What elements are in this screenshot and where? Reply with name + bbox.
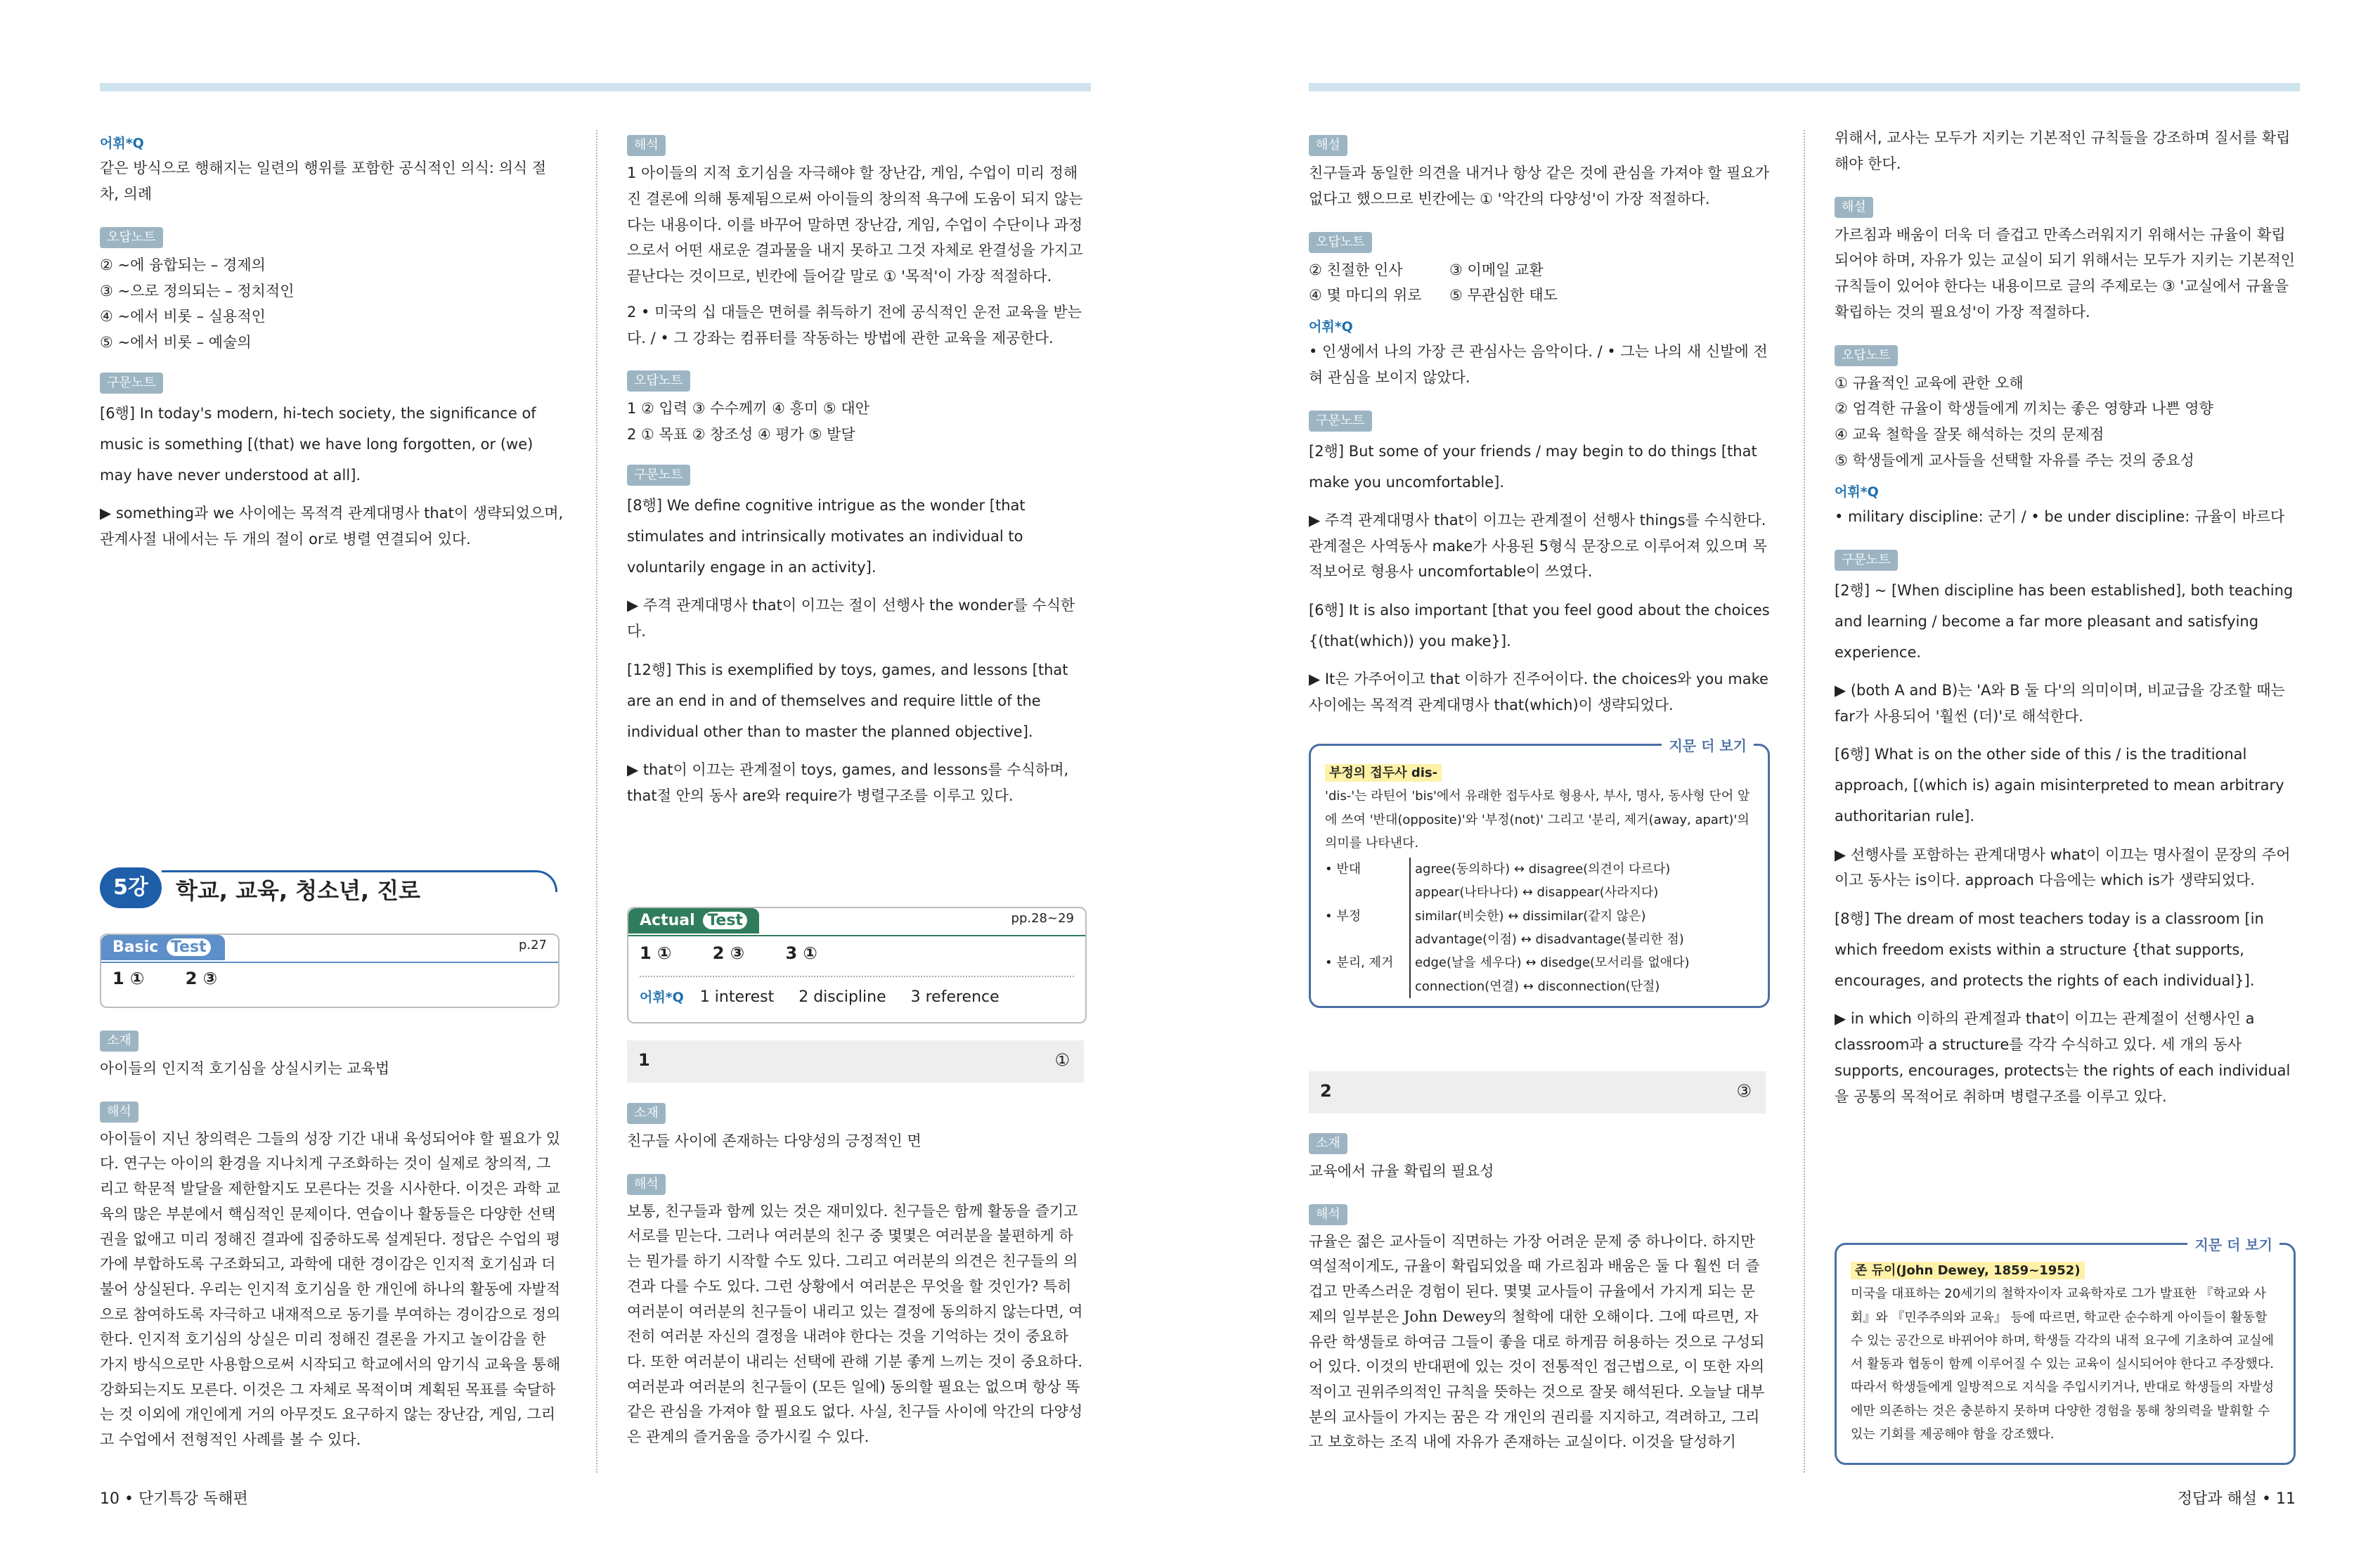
unit-title: 학교, 교육, 청소년, 진로 [176,877,421,904]
explain-continued: 위해서, 교사는 모두가 지키는 기본적인 규칙들을 강조하며 질서를 확립해야 한다. [1835,129,2291,172]
actual-test-box [627,907,1087,1023]
wrong-note-tag: 오답노트 [627,370,690,392]
question-number: 1 [638,1050,650,1070]
syntax-note: ▶ 주격 관계대명사 that이 이끄는 관계절이 선행사 things를 수식한다. 관계절은 사역동사 make가 사용된 5형식 문장으로 이루어져 있으며 목적보어로 형용사 uncomfortable이 쓰였다. [1309,511,1767,581]
actual-test-answers: 1 ① 2 ③ 3 ① [640,943,817,963]
list-item: 2 ① 목표 ② 창조성 ④ 평가 ⑤ 발달 [627,426,855,443]
list-item: ⑤ 무관심한 태도 [1449,287,1558,304]
explain-text: 친구들과 동일한 의견을 내거나 항상 같은 것에 관심을 가져야 할 필요가 없다고 했으므로 빈칸에는 ① '악간의 다양성'이 가장 적절하다. [1309,164,1770,207]
tip-body: 'dis-'는 라틴어 'bis'에서 유래한 접두사로 형용사, 부사, 명사, 동사형 단어 앞에 쓰여 '반대(opposite)'와 '부정(not)' 그리고 '분리, 제거(away, apart)'의 의미를 나타낸다. [1325,789,1750,851]
basic-test-page: p.27 [518,938,547,952]
syntax-sentence: [6행] It is also important [that you feel good about the choices {(that(which)) you make}]. [1309,602,1770,650]
syntax-sentence: [6행] In today's modern, hi-tech society, the significance of music is something [(that) we have long forgotten, or (we) may have never understood at all]. [100,404,536,484]
wrong-note-tag: 오답노트 [1835,345,1898,366]
list-item: ③ 이메일 교환 [1449,261,1544,278]
syntax-sentence: [6행] What is on the other side of this / is the traditional approach, [(which is) again misinterpreted to mean arbitrary authoritarian rule]. [1835,746,2284,825]
list-item: 1 ② 입력 ③ 수수께끼 ④ 흥미 ⑤ 대안 [627,400,869,418]
syntax-tag: 구문노트 [100,373,163,394]
wrong-notes-list [1835,370,2298,474]
explain-text: 가르침과 배움이 더욱 더 즐겁고 만족스러워지기 위해서는 규율이 확립되어야 하며, 자유가 있는 교실이 되기 위해서는 모두가 지키는 기본적인 규칙들이 있어야 한다는 내용이므로 글의 주제로는 ③ '교실에서 규율을 확립하는 것의 필요성'이 가장 적절하다. [1835,226,2296,321]
explain-tag: 해설 [1835,197,1873,218]
wrong-notes-list [100,252,564,356]
syntax-sentence: [2행] ~ [When discipline has been established], both teaching and learning / become a far more pleasant and satisfying experience. [1835,581,2294,661]
wrong-note-tag: 오답노트 [1309,232,1372,253]
list-item: ⑤ ~에서 비롯 – 예술의 [100,334,252,351]
explain-tag: 해석 [627,135,666,156]
vocab-text: • military discipline: 군기 / • be under discipline: 규율이 바르다 [1835,508,2285,525]
question-answer: ① [1054,1050,1070,1070]
tip-row: • 반대 agree(동의하다) ↔ disagree(의견이 다르다) appear(나타나다) ↔ disappear(사라지다) [1325,858,1754,905]
explain-tag: 해설 [1309,135,1347,156]
explain-body: 보통, 친구들과 함께 있는 것은 재미있다. 친구들은 함께 활동을 즐기고 서로를 믿는다. 그러나 여러분의 친구 중 몇몇은 여러분을 불편하게 하는 뭔가를 하기 시작할 수도 있다. 그리고 여러분의 의견은 친구들의 의견과 다를 수도 있다. 그런 상황에서 여러분은 무엇을 할 것인가? 특히 여러분이 여러분의 친구들이 내리고 있는 결정에 동의하지 않는다면, 여전히 여러분 자신의 결정을 내려야 한다는 것을 기억하는 것이 중요하다. 또한 여러분이 내리는 선택에 관해 기분 좋게 느끼는 것이 중요하다. 여러분과 여러분의 친구들이 (모든 일에) 동의할 필요는 없으며 항상 똑같은 관심을 가져야 할 필요도 없다. 사실, 친구들 사이에 악간의 다양성은 관계의 즐거움을 증가시킬 수 있다. [627,1202,1083,1445]
syntax-sentence: [2행] But some of your friends / may begin to do things [that make you uncomfortable]. [1309,442,1757,491]
syntax-note: ▶ It은 가주어이고 that 이하가 진주어이다. the choices와 you make 사이에는 목적격 관계대명사 that(which)이 생략되었다. [1309,671,1768,714]
list-item: ④ 몇 마디의 위로 [1309,287,1422,304]
left-top-bar [100,83,1091,91]
tip-box-dis [1309,737,1770,1008]
tip-body: 미국을 대표하는 20세기의 철학자이자 교육학자로 그가 발표한 『학교와 사회』와 『민주주의와 교육』 등에 따르면, 학교란 순수하게 아이들이 활동할 수 있는 공간으로 바뀌어야 하며, 학생들 각각의 내적 요구에 기초하여 교실에서 활동과 협동이 함께 이루어질 수 있는 교육이 실시되어야 한다고 주장했다. 따라서 학생들에게 일방적으로 지식을 주입시키거나, 반대로 학생들의 자발성에만 의존하는 것은 충분하지 못하며 다양한 경험을 통해 창의력을 발휘할 수 있는 기회를 제공해야 함을 강조했다. [1851,1286,2275,1442]
left-col1-top [100,125,564,562]
left-page-footer: 10 • 단기특강 독해편 [100,1490,248,1508]
right-page-footer: 정답과 해설 • 11 [2177,1490,2296,1508]
list-item: ② 엄격한 규율이 학생들에게 끼치는 좋은 영향과 나쁜 영향 [1835,400,2213,418]
basic-test-box [100,934,560,1008]
tip-content [1851,1259,2279,1446]
syntax-sentence: [8행] We define cognitive intrigue as the wonder [that stimulates and intrinsically motivates an individual to voluntarily engage in an activity]. [627,496,1026,576]
right-col3-bottom [1309,1123,1766,1465]
syntax-sentence: [8행] The dream of most teachers today is a classroom [in which freedom exists within a structure {that supports, encourages, and protects the rights of each individual}]. [1835,910,2264,990]
explain-text: 1 아이들의 지적 호기심을 자극해야 할 장난감, 게임, 수업이 미리 정해진 결론에 의해 통제됨으로써 아이들의 창의적 욕구에 도움이 되지 않는다는 내용이다. 이를 바꾸어 말하면 장난감, 게임, 수업이 수단이나 과정으로서 어떤 새로운 결과물을 내지 못하고 그것 자체로 완결성을 가지고 끝난다는 것이므로, 빈칸에 들어갈 말로 ① '목적'이 가장 적절하다. [627,164,1083,285]
syntax-note: ▶ in which 이하의 관계절과 that이 이끄는 관계절이 선행사인 a classroom과 a structure를 각각 수식하고 있다. 세 개의 동사 supports, encourages, protects는 the rights of each individual을 공통의 목적어로 취하며 병렬구조를 이루고 있다. [1835,1010,2291,1105]
wrong-notes-grid [1309,257,1773,309]
left-column-divider [596,130,597,1473]
material-tag: 소재 [100,1031,138,1052]
unit-header [100,867,557,910]
syntax-tag: 구문노트 [1835,550,1898,571]
list-item: ④ ~에서 비롯 – 실용적인 [100,308,266,325]
vocab-title: 어휘*Q [100,136,144,151]
vocab-title: 어휘*Q [1835,484,1879,500]
vocab-title: 어휘*Q [1309,319,1353,335]
actual-test-vocab: 어휘*Q 1 interest 2 discipline 3 reference [640,988,1000,1006]
material-tag: 소재 [1309,1133,1347,1154]
tip-title: 지문 더 보기 [1662,733,1754,759]
material-text: 아이들의 인지적 호기심을 상실시키는 교육법 [100,1060,390,1077]
explain-tag: 해석 [1309,1204,1347,1225]
question-number: 2 [1320,1081,1332,1101]
actual-test-header: Actual Test [628,908,759,934]
syntax-tag: 구문노트 [1309,411,1372,432]
list-item: ② ~에 융합되는 – 경제의 [100,256,266,273]
right-col4 [1835,125,2298,1119]
actual-test-page: pp.28~29 [1011,911,1074,926]
unit-number: 5강 [113,875,148,900]
tip-row: • 부정 similar(비슷한) ↔ dissimilar(같지 않은) advantage(이점) ↔ disadvantage(불리한 점) [1325,905,1754,952]
question-2-row [1309,1071,1766,1113]
syntax-note: ▶ (both A and B)는 'A와 B 둘 다'의 의미이며, 비교급을 강조할 때는 far가 사용되어 '훨씬 (더)'로 해석한다. [1835,681,2285,725]
explain-body: 아이들이 지닌 창의력은 그들의 성장 기간 내내 육성되어야 할 필요가 있다. 연구는 아이의 환경을 지나치게 구조화하는 것이 실제로 창의적, 그리고 학문적 발달을 제한할지도 모른다는 것을 시사한다. 이것은 과학 교육의 많은 부분에서 핵심적인 문제이다. 연습이나 활동들은 다양한 선택권을 없애고 미리 정해진 결과에 집중하도록 설계된다. 정답은 수업의 평가에 부합하도록 구조화되고, 과학에 대한 경이감은 인지적 호기심과 더불어 상실된다. 우리는 인지적 호기심을 한 개인에 하나의 활동에 자발적으로 참여하도록 자극하고 내재적으로 동기를 부여하는 경이감으로 정의한다. 인지적 호기심의 상실은 미리 정해진 결론을 가지고 놀이감을 한 가지 방식으로만 사용함으로써 시작되고 학교에서의 암기식 교육을 통해 강화되는지도 모른다. 이것은 그 자체로 목적이며 계획된 목표를 숙달하는 것 이외에 개인에게 거의 아무것도 요구하지 않는 장난감, 게임, 그리고 수업에서 전형적인 사례를 볼 수 있다. [100,1130,561,1448]
tip-heading: 존 듀이(John Dewey, 1859~1952) [1851,1262,2085,1279]
tip-box-dewey [1835,1236,2296,1465]
list-item: ① 규율적인 교육에 관한 오해 [1835,374,2024,392]
material-text: 교육에서 규율 확립의 필요성 [1309,1163,1494,1180]
syntax-tag: 구문노트 [627,465,690,486]
tip-content [1325,761,1754,998]
explain-tag: 해석 [100,1102,138,1123]
wrong-notes-list [627,396,1091,448]
list-item: ③ ~으로 정의되는 – 정치적인 [100,282,295,299]
unit-underline [162,870,557,892]
tip-row: • 분리, 제거 edge(날을 세우다) ↔ disedge(모서리를 없애다) connection(연결) ↔ disconnection(단절) [1325,951,1754,998]
basic-test-rule [101,962,558,963]
syntax-note: ▶ 선행사를 포함하는 관계대명사 what이 이끄는 명사절이 문장의 주어이고 동사는 is이다. approach 다음에는 which is가 생략되었다. [1835,846,2291,889]
explain-body: 규율은 젊은 교사들이 직면하는 가장 어려운 문제 중 하나이다. 하지만 역설적이게도, 규율이 확립되었을 때 가르침과 배움은 둘 다 훨씬 더 즐겁고 만족스러운 경험이 된다. 몇몇 교사들이 규율에서 가지게 되는 문제의 일부분은 John Dewey의 철학에 대한 오해이다. 그에 따르면, 자유란 학생들로 하여금 그들이 좋을 대로 하게끔 허용하는 것으로 구성되어 있다. 이것의 반대편에 있는 것이 전통적인 접근법으로, 이 또한 자의적이고 권위주의적인 규칙을 뜻하는 것으로 잘못 해석된다. 오늘날 대부분의 교사들이 가지는 꿈은 각 개인의 권리를 지지하고, 격려하고, 그리고 보호하는 조직 내에 자유가 존재하는 교실이다. 이것을 달성하기 [1309,1232,1765,1451]
unit-number-badge [100,867,162,908]
vocab-text: • 인생에서 나의 가장 큰 관심사는 음악이다. / • 그는 나의 새 신발에 전혀 관심을 보이지 않았다. [1309,343,1768,386]
basic-test-header: Basic Test [101,935,225,960]
syntax-note: ▶ something과 we 사이에는 목적격 관계대명사 that이 생략되었으며, 관계사절 내에서는 두 개의 절이 or로 병렬 연결되어 있다. [100,505,564,548]
syntax-note: ▶ 주격 관계대명사 that이 이끄는 절이 선행사 the wonder를 수식한다. [627,597,1075,640]
syntax-note: ▶ that이 이끄는 관계절이 toys, games, and lessons를 수식하며, that절 안의 동사 are와 require가 병렬구조를 이루고 있다. [627,761,1069,804]
actual-test-dots [640,976,1074,977]
tip-title: 지문 더 보기 [2187,1232,2279,1258]
left-col2-bottom [627,1093,1084,1460]
question-answer: ③ [1736,1081,1752,1101]
material-tag: 소재 [627,1103,666,1124]
actual-test-rule [628,935,1085,936]
question-1-row [627,1040,1084,1083]
wrong-note-tag: 오답노트 [100,227,163,248]
list-item: ⑤ 학생들에게 교사들을 선택할 자유를 주는 것의 중요성 [1835,451,2194,469]
list-item: ④ 교육 철학을 잘못 해석하는 것의 문제점 [1835,426,2104,443]
left-col2-top [627,125,1091,818]
syntax-sentence: [12행] This is exemplified by toys, games, and lessons [that are an end in and of themselves and require little of the individual other than to master the planned objective]. [627,661,1068,740]
tip-heading: 부정의 접두사 dis- [1325,764,1442,782]
right-col3 [1309,125,1773,728]
list-item: ② 친절한 인사 [1309,261,1403,278]
right-top-bar [1309,83,2300,91]
explain-tag: 해석 [627,1174,666,1195]
explain-text: 2 • 미국의 십 대들은 면허를 취득하기 전에 공식적인 운전 교육을 받는다. / • 그 강좌는 컴퓨터를 작동하는 방법에 관한 교육을 제공한다. [627,303,1082,347]
basic-test-answers: 1 ① 2 ③ [112,969,218,988]
vocab-text: 같은 방식으로 행해지는 일련의 행위를 포함한 공식적인 의식: 의식 절차, 의례 [100,160,547,202]
material-text: 친구들 사이에 존재하는 다양성의 긍정적인 면 [627,1132,921,1149]
right-column-divider [1804,130,1805,1473]
left-col1-bottom [100,1021,564,1463]
